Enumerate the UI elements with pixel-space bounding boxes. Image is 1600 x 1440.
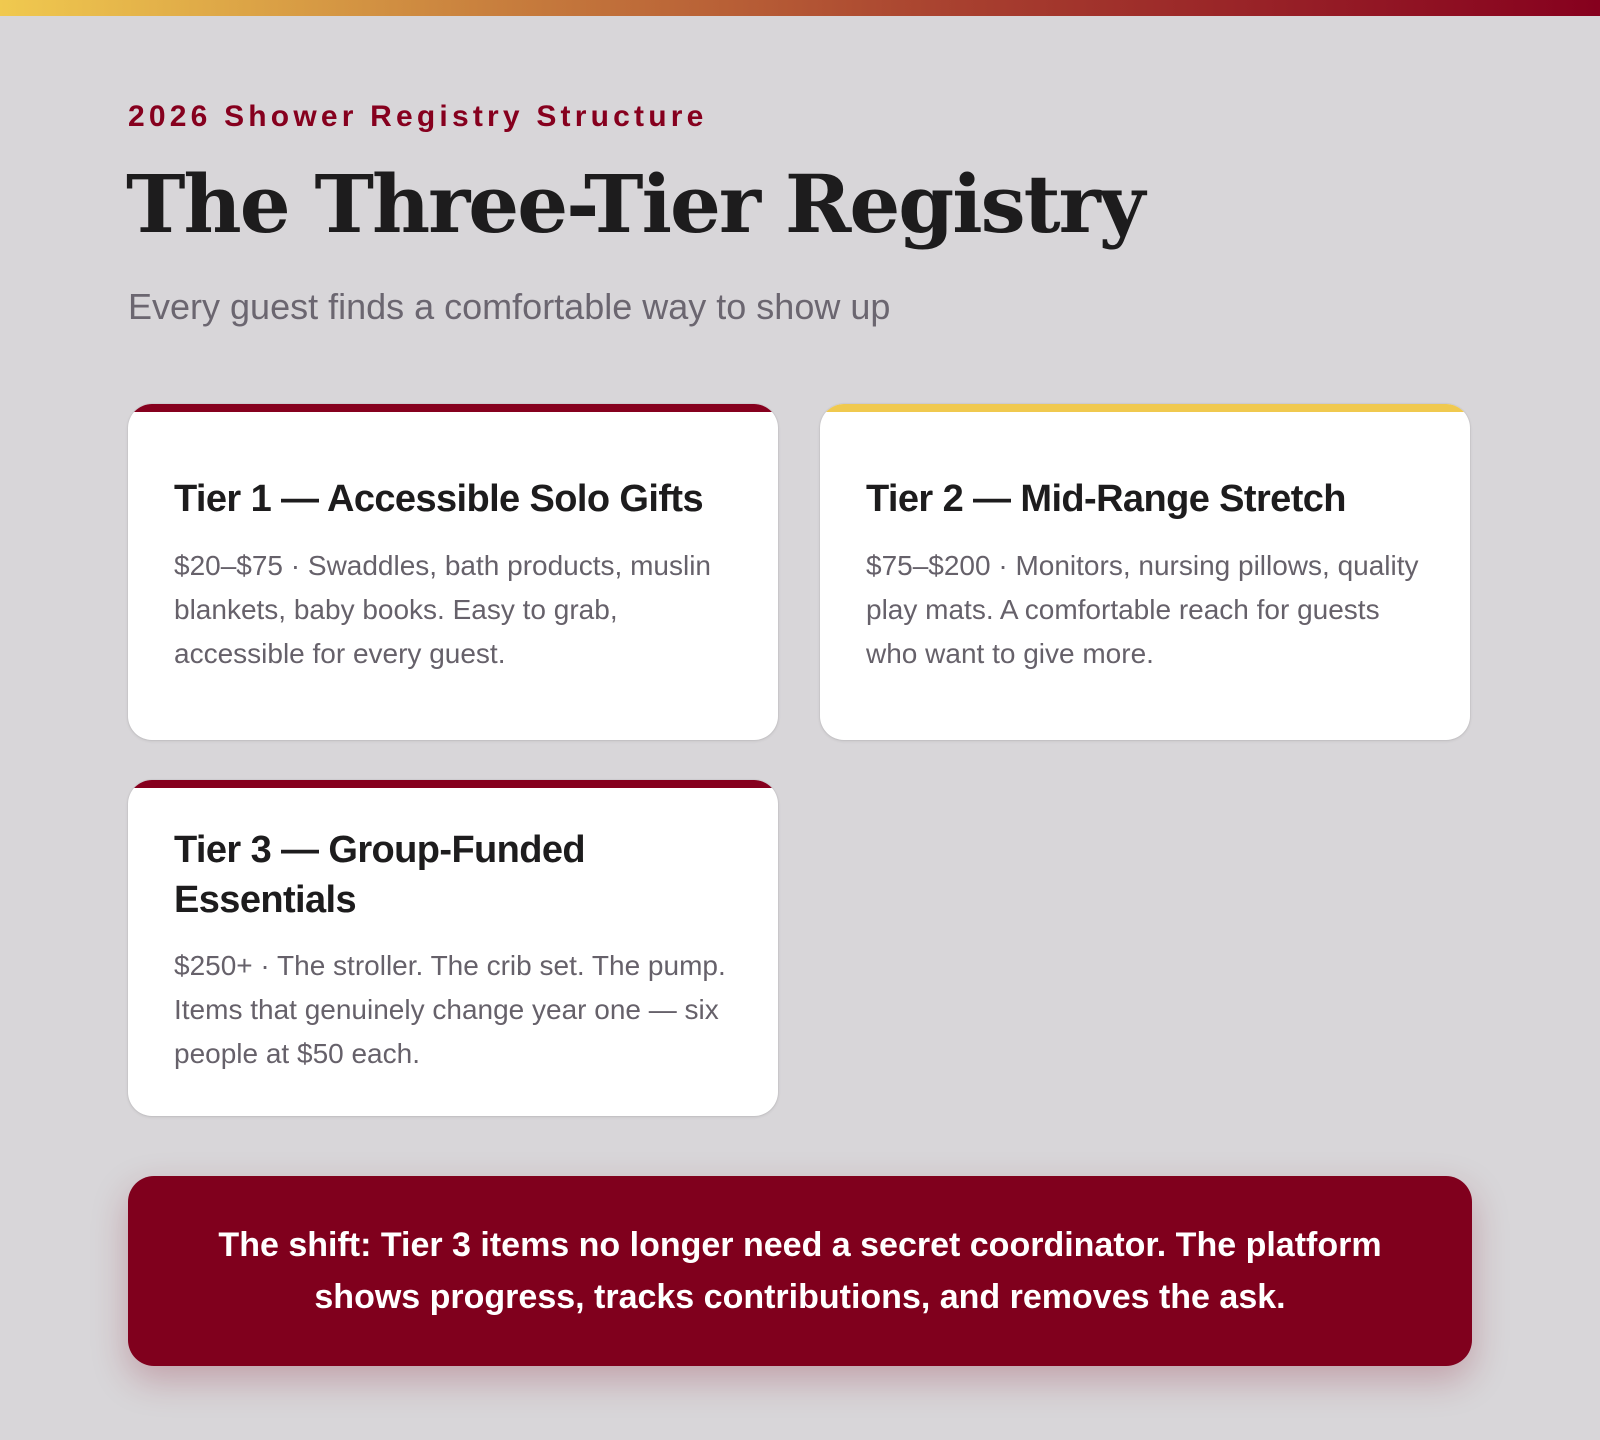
- top-gradient-bar: [0, 0, 1600, 16]
- tier-card-title: Tier 2 — Mid-Range Stretch: [866, 478, 1346, 520]
- eyebrow-label: 2026 Shower Registry Structure: [128, 100, 708, 133]
- tier-card-2: [820, 404, 1470, 740]
- page-subtitle: Every guest finds a comfortable way to show up: [128, 286, 891, 327]
- tier-card-description: $250+ · The stroller. The crib set. The pump. Items that genuinely change year one — six people at $50 each.: [174, 950, 726, 1069]
- tier-card-3: [128, 780, 778, 1116]
- shift-callout: [128, 1176, 1472, 1366]
- tier-card-title: Tier 3 — Group-Funded Essentials: [174, 829, 586, 921]
- tier-card-description: $75–$200 · Monitors, nursing pillows, quality play mats. A comfortable reach for guests who want to give more.: [866, 550, 1419, 669]
- callout-text: The shift: Tier 3 items no longer need a secret coordinator. The platform shows progress, tracks contributions, and removes the ask.: [218, 1226, 1382, 1316]
- tier-card-1: [128, 404, 778, 740]
- tier-card-title: Tier 1 — Accessible Solo Gifts: [174, 478, 703, 520]
- tier-card-description: $20–$75 · Swaddles, bath products, muslin blankets, baby books. Easy to grab, accessible for every guest.: [174, 550, 711, 669]
- page-title: The Three-Tier Registry: [126, 157, 1144, 251]
